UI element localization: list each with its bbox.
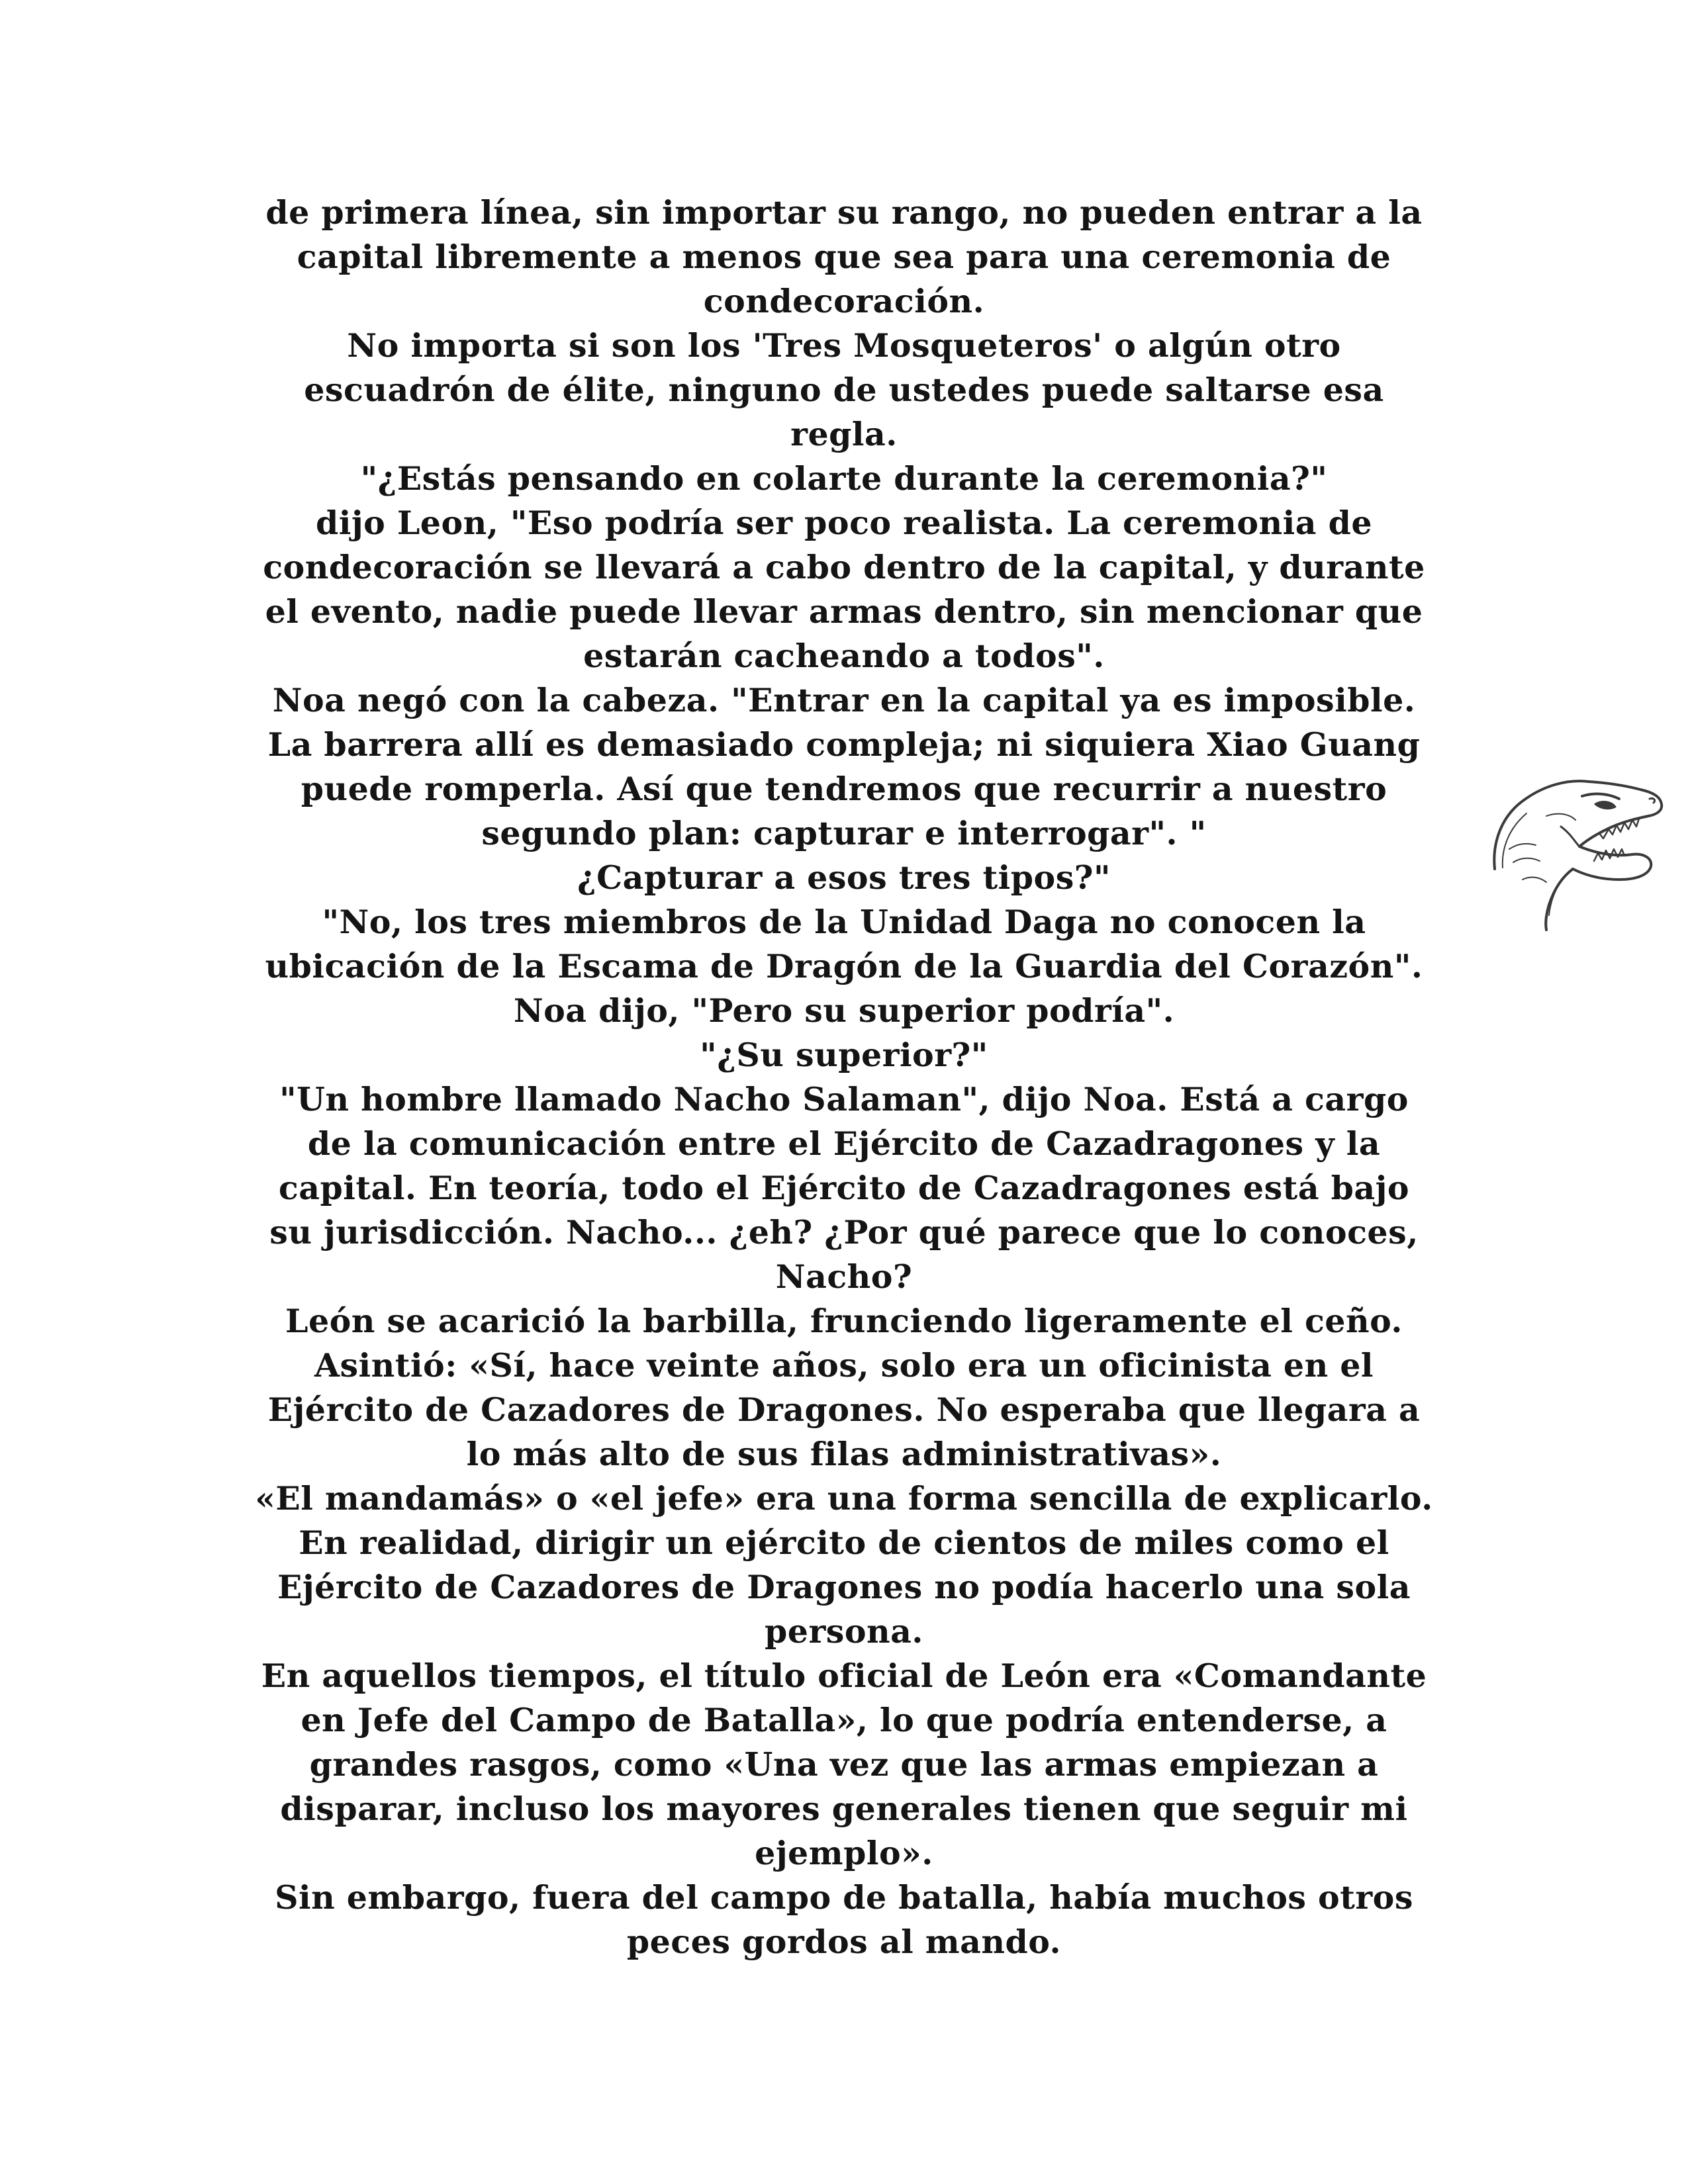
- body-text: [218, 191, 1470, 1964]
- text-line: el evento, nadie puede llevar armas dentro, sin mencionar que: [265, 592, 1423, 631]
- text-line: peces gordos al mando.: [626, 1923, 1062, 1961]
- text-line: condecoración.: [703, 282, 985, 320]
- text-line: condecoración se llevará a cabo dentro de la capital, y durante: [263, 548, 1425, 586]
- text-line: persona.: [765, 1612, 923, 1651]
- text-line: En aquellos tiempos, el título oficial de León era «Comandante: [261, 1657, 1427, 1695]
- text-line: regla.: [790, 415, 898, 453]
- text-line: Nacho?: [775, 1257, 913, 1296]
- text-line: Ejército de Cazadores de Dragones no podía hacerlo una sola: [277, 1568, 1411, 1606]
- text-line: ejemplo».: [755, 1834, 933, 1872]
- text-line: de primera línea, sin importar su rango, no pueden entrar a la: [265, 193, 1423, 232]
- text-line: segundo plan: capturar e interrogar". ": [481, 814, 1207, 852]
- text-line: Sin embargo, fuera del campo de batalla, había muchos otros: [275, 1878, 1413, 1917]
- text-line: disparar, incluso los mayores generales tienen que seguir mi: [280, 1790, 1408, 1828]
- text-line: "Un hombre llamado Nacho Salaman", dijo Noa. Está a cargo: [279, 1080, 1409, 1118]
- text-line: su jurisdicción. Nacho... ¿eh? ¿Por qué parece que lo conoces,: [269, 1213, 1419, 1251]
- dinosaur-head-icon: [1483, 770, 1675, 932]
- text-line: estarán cacheando a todos".: [583, 637, 1105, 675]
- text-line: ¿Capturar a esos tres tipos?": [577, 858, 1111, 897]
- text-line: capital libremente a menos que sea para una ceremonia de: [297, 238, 1391, 276]
- text-line: capital. En teoría, todo el Ejército de Cazadragones está bajo: [278, 1169, 1410, 1207]
- text-line: «El mandamás» o «el jefe» era una forma sencilla de explicarlo.: [255, 1479, 1433, 1518]
- text-line: dijo Leon, "Eso podría ser poco realista. La ceremonia de: [315, 504, 1373, 542]
- text-line: La barrera allí es demasiado compleja; ni siquiera Xiao Guang: [267, 725, 1421, 764]
- text-line: Noa dijo, "Pero su superior podría".: [513, 991, 1175, 1030]
- text-line: puede romperla. Así que tendremos que recurrir a nuestro: [301, 770, 1387, 808]
- text-line: lo más alto de sus filas administrativas».: [466, 1435, 1222, 1473]
- text-line: ubicación de la Escama de Dragón de la Guardia del Corazón".: [265, 947, 1423, 985]
- text-line: Ejército de Cazadores de Dragones. No esperaba que llegara a: [267, 1390, 1421, 1429]
- text-line: No importa si son los 'Tres Mosqueteros' o algún otro: [347, 326, 1341, 365]
- text-line: "¿Estás pensando en colarte durante la ceremonia?": [360, 459, 1328, 498]
- text-line: de la comunicación entre el Ejército de Cazadragones y la: [307, 1124, 1381, 1163]
- text-line: "No, los tres miembros de la Unidad Daga no conocen la: [322, 903, 1366, 941]
- text-line: León se acarició la barbilla, frunciendo ligeramente el ceño.: [285, 1302, 1403, 1340]
- text-line: en Jefe del Campo de Batalla», lo que podría entenderse, a: [301, 1701, 1387, 1739]
- text-line: "¿Su superior?": [700, 1036, 988, 1074]
- text-line: grandes rasgos, como «Una vez que las armas empiezan a: [309, 1745, 1379, 1784]
- text-line: Noa negó con la cabeza. "Entrar en la capital ya es imposible.: [272, 681, 1416, 719]
- text-line: escuadrón de élite, ninguno de ustedes puede saltarse esa: [304, 371, 1384, 409]
- text-line: En realidad, dirigir un ejército de cientos de miles como el: [299, 1524, 1389, 1562]
- text-line: Asintió: «Sí, hace veinte años, solo era un oficinista en el: [314, 1346, 1374, 1385]
